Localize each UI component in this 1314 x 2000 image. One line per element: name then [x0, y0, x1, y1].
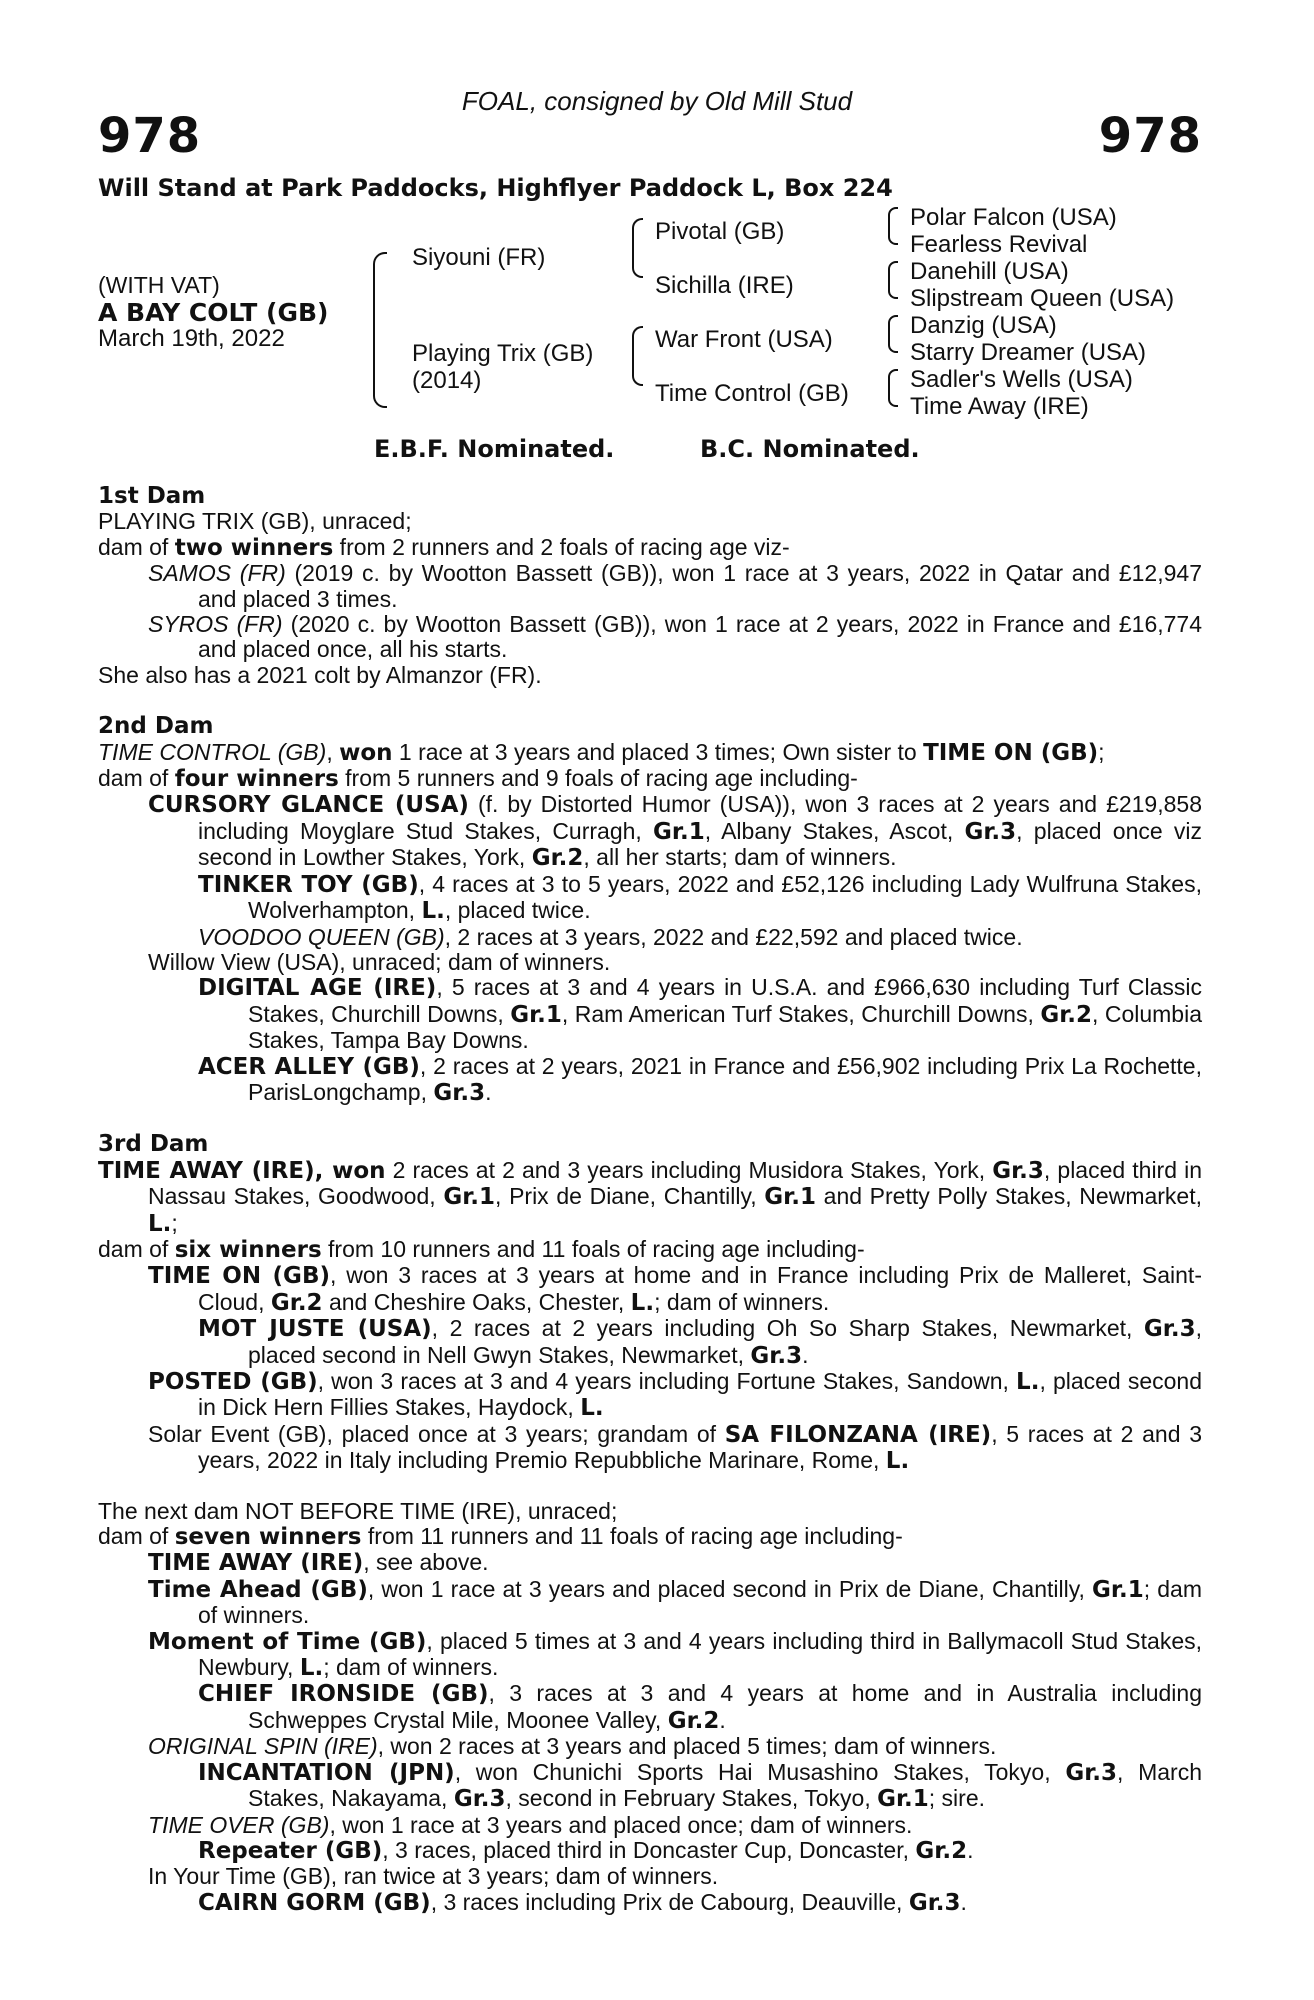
ancestor-g3-1: Polar Falcon (USA)	[910, 204, 1117, 231]
ancestor-g3-6: Starry Dreamer (USA)	[910, 339, 1147, 366]
dam-year: (2014)	[412, 367, 482, 394]
progeny-acer-alley: ACER ALLEY (GB), 2 races at 2 years, 2021 in France and £56,902 including Prix La Rochette, ParisLongchamp, Gr.3.	[198, 1052, 1202, 1106]
second-dam-section	[98, 714, 1202, 1106]
third-dam-line: TIME AWAY (IRE), won 2 races at 2 and 3 years including Musidora Stakes, York, Gr.3, placed third in Nassau Stakes, Goodwood, Gr.1, Prix de Diane, Chantilly, Gr.1 and Pretty Polly Stakes, Newmarket, L.;	[98, 1156, 1203, 1237]
ancestor-g3-5: Danzig (USA)	[910, 312, 1057, 339]
bc-nomination: B.C. Nominated.	[700, 435, 920, 463]
dam-name: Playing Trix (GB)	[412, 340, 594, 367]
progeny-willow-view: Willow View (USA), unraced; dam of winners.	[148, 948, 611, 975]
progeny-original-spin: ORIGINAL SPIN (IRE), won 2 races at 3 years and placed 5 times; dam of winners.	[148, 1733, 997, 1760]
first-dam-produce: dam of two winners from 2 runners and 2 foals of racing age viz-	[98, 533, 790, 561]
colt-title: A BAY COLT (GB)	[98, 298, 329, 327]
progeny-syros: SYROS (FR) (2020 c. by Wootton Bassett (GB)), won 1 race at 2 years, 2022 in France and £16,774 and placed once, all his starts.	[148, 611, 1203, 663]
granddam-paternal: Sichilla (IRE)	[655, 272, 794, 299]
second-dam-produce: dam of four winners from 5 runners and 9 foals of racing age including-	[98, 765, 858, 793]
pedigree-brace-dam	[632, 326, 643, 386]
pedigree-brace-g3-1	[888, 207, 898, 245]
lot-number-right: 978	[1098, 108, 1202, 164]
first-dam-line: PLAYING TRIX (GB), unraced;	[98, 508, 412, 535]
progeny-chief-ironside: CHIEF IRONSIDE (GB), 3 races at 3 and 4 years at home and in Australia including Schweppes Crystal Mile, Moonee Valley, Gr.2.	[198, 1680, 1202, 1734]
sire-name: Siyouni (FR)	[412, 244, 546, 271]
ancestor-g3-8: Time Away (IRE)	[910, 393, 1089, 420]
first-dam-heading: 1st Dam	[98, 483, 206, 509]
first-dam-section	[98, 484, 1202, 688]
ancestor-g3-4: Slipstream Queen (USA)	[910, 285, 1175, 312]
ancestor-g3-7: Sadler's Wells (USA)	[910, 366, 1133, 393]
granddam-maternal: Time Control (GB)	[655, 380, 849, 407]
lot-number-left: 978	[98, 108, 202, 164]
ancestor-g3-2: Fearless Revival	[910, 231, 1088, 258]
progeny-cursory-glance: CURSORY GLANCE (USA) (f. by Distorted Humor (USA)), won 3 races at 2 years and £219,858 including Moyglare Stud Stakes, Curragh, Gr.1, Albany Stakes, Ascot, Gr.3, placed once viz second in Lowther Stakes, York, Gr.2, all her starts; dam of winners.	[148, 791, 1203, 872]
consignor-line: FOAL, consigned by Old Mill Stud	[461, 86, 853, 116]
pedigree-brace-g3-2	[888, 261, 898, 299]
progeny-voodoo-queen: VOODOO QUEEN (GB), 2 races at 3 years, 2022 and £22,592 and placed twice.	[198, 923, 1023, 950]
progeny-repeater: Repeater (GB), 3 races, placed third in Doncaster Cup, Doncaster, Gr.2.	[198, 1836, 974, 1864]
foaling-date: March 19th, 2022	[98, 325, 285, 352]
next-dam-section	[98, 1499, 1202, 1917]
grandsire-maternal: War Front (USA)	[655, 326, 833, 353]
third-dam-produce: dam of six winners from 10 runners and 11 foals of racing age including-	[98, 1235, 865, 1263]
progeny-mot-juste: MOT JUSTE (USA), 2 races at 2 years including Oh So Sharp Stakes, Newmarket, Gr.3, placed second in Nell Gwyn Stakes, Newmarket, Gr.3.	[198, 1315, 1202, 1369]
progeny-cairn-gorm: CAIRN GORM (GB), 3 races including Prix de Cabourg, Deauville, Gr.3.	[198, 1888, 967, 1916]
pedigree-brace-sire	[632, 218, 643, 278]
progeny-solar-event: Solar Event (GB), placed once at 3 years; grandam of SA FILONZANA (IRE), 5 races at 2 and 3 years, 2022 in Italy including Premio Repubbliche Marinare, Rome, L.	[148, 1420, 1202, 1475]
next-dam-line: The next dam NOT BEFORE TIME (IRE), unraced;	[98, 1497, 618, 1524]
progeny-in-your-time: In Your Time (GB), ran twice at 3 years; dam of winners.	[148, 1863, 719, 1890]
ancestor-g3-3: Danehill (USA)	[910, 258, 1069, 285]
third-dam-heading: 3rd Dam	[98, 1131, 209, 1158]
progeny-time-on: TIME ON (GB), won 3 races at 3 years at home and in France including Prix de Malleret, Saint-Cloud, Gr.2 and Cheshire Oaks, Chester, L.; dam of winners.	[148, 1262, 1202, 1316]
second-dam-heading: 2nd Dam	[98, 713, 214, 740]
progeny-moment-of-time: Moment of Time (GB), placed 5 times at 3 and 4 years including third in Ballymacoll Stud Stakes, Newbury, L.; dam of winners.	[148, 1627, 1202, 1682]
stand-location: Will Stand at Park Paddocks, Highflyer Paddock L, Box 224	[98, 174, 893, 202]
grandsire-paternal: Pivotal (GB)	[655, 218, 785, 245]
third-dam-section	[98, 1132, 1202, 1474]
progeny-time-away: TIME AWAY (IRE), see above.	[148, 1549, 489, 1577]
progeny-samos: SAMOS (FR) (2019 c. by Wootton Bassett (GB)), won 1 race at 3 years, 2022 in Qatar and £12,947 and placed 3 times.	[148, 560, 1202, 612]
ebf-nomination: E.B.F. Nominated.	[374, 435, 615, 463]
first-dam-also: She also has a 2021 colt by Almanzor (FR).	[98, 661, 542, 688]
progeny-posted: POSTED (GB), won 3 races at 3 and 4 years including Fortune Stakes, Sandown, L., placed second in Dick Hern Fillies Stakes, Haydock, L.	[148, 1368, 1202, 1422]
progeny-incantation: INCANTATION (JPN), won Chunichi Sports Hai Musashino Stakes, Tokyo, Gr.3, March Stakes, Nakayama, Gr.3, second in February Stakes, Tokyo, Gr.1; sire.	[198, 1758, 1202, 1813]
progeny-time-over: TIME OVER (GB), won 1 race at 3 years and placed once; dam of winners.	[148, 1811, 913, 1838]
vat-label: (WITH VAT)	[98, 272, 220, 298]
next-dam-produce: dam of seven winners from 11 runners and 11 foals of racing age including-	[98, 1523, 903, 1551]
pedigree-brace-g3-3	[888, 315, 898, 353]
progeny-tinker-toy: TINKER TOY (GB), 4 races at 3 to 5 years, 2022 and £52,126 including Lady Wulfruna Stakes, Wolverhampton, L., placed twice.	[198, 870, 1202, 925]
pedigree-brace-main	[373, 252, 387, 408]
progeny-digital-age: DIGITAL AGE (IRE), 5 races at 3 and 4 years in U.S.A. and £966,630 including Turf Classic Stakes, Churchill Downs, Gr.1, Ram American Turf Stakes, Churchill Downs, Gr.2, Columbia Stakes, Tampa Bay Downs.	[198, 974, 1202, 1054]
progeny-time-ahead: Time Ahead (GB), won 1 race at 3 years and placed second in Prix de Diane, Chantilly, Gr.1; dam of winners.	[148, 1575, 1203, 1629]
pedigree-brace-g3-4	[888, 369, 898, 407]
second-dam-line: TIME CONTROL (GB), won 1 race at 3 years and placed 3 times; Own sister to TIME ON (GB);	[98, 738, 1105, 766]
catalogue-body	[98, 484, 1202, 1916]
